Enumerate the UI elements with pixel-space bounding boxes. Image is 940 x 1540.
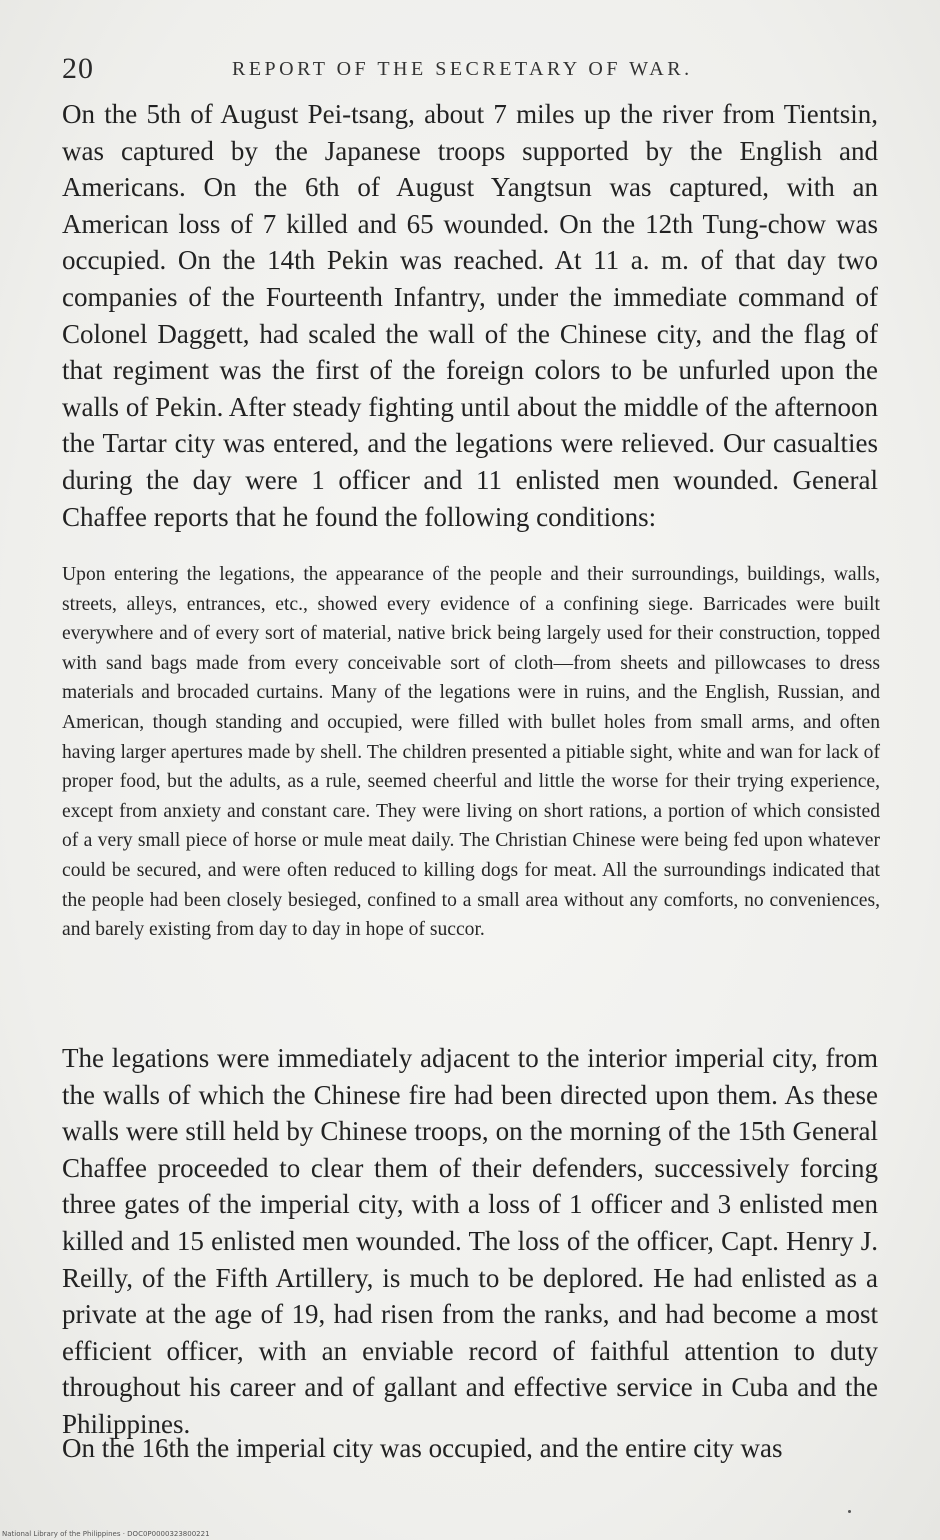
scan-credit: National Library of the Philippines · DOC0P0000323800221 xyxy=(2,1530,210,1538)
page-header xyxy=(62,50,878,90)
page-number: 20 xyxy=(62,52,94,85)
paper-speck xyxy=(848,1510,851,1513)
paragraph-3: On the 16th the imperial city was occupied, and the entire city was xyxy=(62,1433,783,1463)
running-title: REPORT OF THE SECRETARY OF WAR. xyxy=(232,58,693,80)
paragraph-2: The legations were immediately adjacent to the interior imperial city, from the walls of which the Chinese fire had been directed upon them. As these walls were still held by Chinese troops, on the morning of the 15th General Chaffee proceeded to clear them of their defenders, successively forcing three gates of the imperial city, with a loss of 1 officer and 3 enlisted men killed and 15 enlisted men wounded. The loss of the officer, Capt. Henry J. Reilly, of the Fifth Artillery, is much to be deplored. He had enlisted as a private at the age of 19, had risen from the ranks, and had become a most efficient officer, with an enviable record of faithful attention to duty throughout his career and of gallant and effective service in Cuba and the Philippines. xyxy=(62,1043,878,1439)
paragraph-1: On the 5th of August Pei-tsang, about 7 miles up the river from Tientsin, was captured by the Japanese troops supported by the English and Americans. On the 6th of August Yangtsun was captured, with an American loss of 7 killed and 65 wounded. On the 12th Tung-chow was occupied. On the 14th Pekin was reached. At 11 a. m. of that day two companies of the Fourteenth Infantry, under the immediate command of Colonel Daggett, had scaled the wall of the Chinese city, and the flag of that regiment was the first of the foreign colors to be unfurled upon the walls of Pekin. After steady fighting until about the middle of the afternoon the Tartar city was entered, and the legations were relieved. Our casualties during the day were 1 officer and 11 enlisted men wounded. General Chaffee reports that he found the following conditions: xyxy=(62,99,878,532)
block-quote: Upon entering the legations, the appearance of the people and their surroundings, buildings, walls, streets, alleys, entrances, etc., showed every evidence of a confining siege. Barricades were built everywhere and of every sort of material, native brick being largely used for their construction, topped with sand bags made from every conceivable sort of cloth—from sheets and pillowcases to dress materials and brocaded curtains. Many of the legations were in ruins, and the English, Russian, and American, though standing and occupied, were filled with bullet holes from small arms, and often having larger apertures made by shell. The children presented a pitiable sight, white and wan for lack of proper food, but the adults, as a rule, seemed cheerful and little the worse for their trying experience, except from anxiety and constant care. They were living on short rations, a portion of which consisted of a very small piece of horse or mule meat daily. The Christian Chinese were being fed upon whatever could be secured, and were often reduced to killing dogs for meat. All the surroundings indicated that the people had been closely besieged, confined to a small area without any comforts, no conveniences, and barely existing from day to day in hope of succor. xyxy=(62,564,880,941)
